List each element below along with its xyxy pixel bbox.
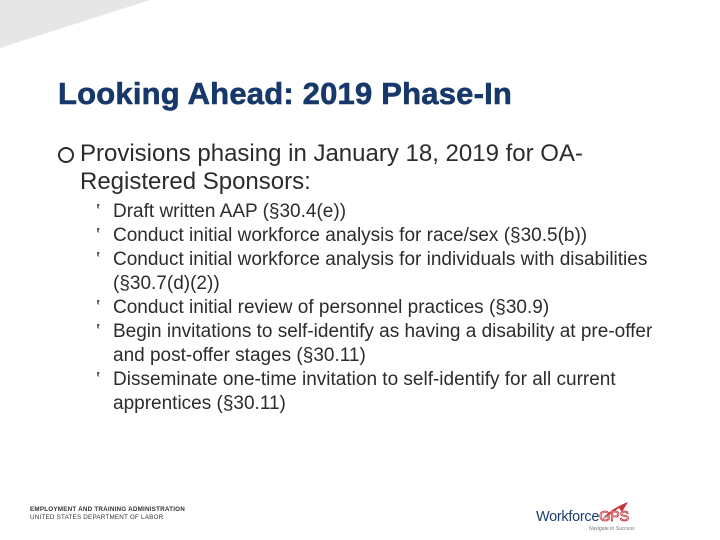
logo-tagline: Navigate to Success	[589, 526, 635, 532]
quote-bullet-icon: ‛	[96, 370, 101, 387]
corner-decoration	[0, 0, 720, 60]
sub-bullet-text: Conduct initial workforce analysis for race/sex (§30.5(b))	[113, 225, 588, 246]
main-bullet	[58, 140, 678, 196]
logo-word: Workforce	[536, 509, 600, 525]
sub-bullet	[96, 224, 678, 248]
agency-name: EMPLOYMENT AND TRAINING ADMINISTRATION	[30, 506, 185, 513]
sub-bullet	[96, 200, 678, 224]
quote-bullet-icon: ‛	[96, 322, 101, 339]
sub-bullet-text: Conduct initial review of personnel practices (§30.9)	[113, 297, 550, 318]
quote-bullet-icon: ‛	[96, 202, 101, 219]
dol-eta-logo	[30, 506, 185, 522]
ring-bullet-icon	[58, 147, 74, 163]
slide-content	[58, 140, 678, 416]
sub-bullet-text: Conduct initial workforce analysis for individuals with disabilities (§30.7(d)(2))	[113, 249, 648, 294]
slide-title: Looking Ahead: 2019 Phase-In	[58, 76, 513, 111]
main-bullet-text: Provisions phasing in January 18, 2019 for OA-Registered Sponsors:	[80, 140, 583, 195]
quote-bullet-icon: ‛	[96, 226, 101, 243]
sub-bullet-text: Begin invitations to self-identify as having a disability at pre-offer and post-offer stages (§30.11)	[113, 321, 653, 366]
logo-gps: GPS	[599, 509, 629, 525]
sub-bullet-list	[96, 200, 678, 416]
workforce-gps-logo	[532, 500, 635, 534]
sub-bullet	[96, 320, 678, 368]
quote-bullet-icon: ‛	[96, 250, 101, 267]
sub-bullet	[96, 296, 678, 320]
quote-bullet-icon: ‛	[96, 298, 101, 315]
department-name: UNITED STATES DEPARTMENT OF LABOR	[30, 514, 164, 521]
sub-bullet-text: Disseminate one-time invitation to self-identify for all current apprentices (§30.11)	[113, 369, 616, 414]
sub-bullet	[96, 248, 678, 296]
sub-bullet	[96, 368, 678, 416]
sub-bullet-text: Draft written AAP (§30.4(e))	[113, 201, 347, 222]
